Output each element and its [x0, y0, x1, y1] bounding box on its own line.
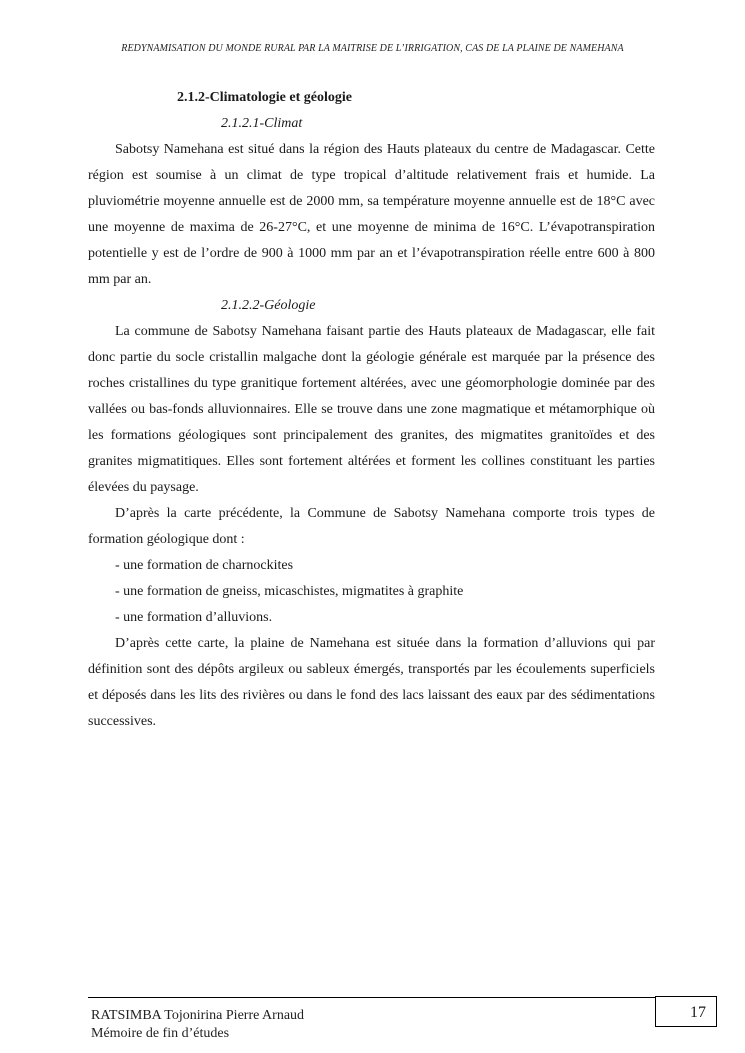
footer-author-block: [91, 1007, 304, 1043]
list-item: - une formation d’alluvions.: [115, 610, 273, 625]
subsection-heading-climat: 2.1.2.1-Climat: [221, 116, 303, 131]
section-heading: 2.1.2-Climatologie et géologie: [177, 90, 352, 105]
footer-divider: [88, 997, 656, 998]
footer-document-type: Mémoire de fin d’études: [91, 1026, 230, 1041]
paragraph-climat: Sabotsy Namehana est situé dans la région des Hauts plateaux du centre de Madagascar. Cette région est soumise à un climat de type tropical d’altitude relativement frais et humide. La pluviométrie moyenne annuelle est de 2000 mm, sa température moyenne annuelle est de 18°C avec une moyenne de maxima de 26-27°C, et une moyenne de minima de 16°C. L’évapotranspiration potentielle y est de l’ordre de 900 à 1000 mm par an et l’évapotranspiration réelle entre 600 à 800 mm par an.: [88, 142, 655, 287]
paragraph-geologie-2: D’après la carte précédente, la Commune de Sabotsy Namehana comporte trois types de formation géologique dont :: [88, 506, 655, 547]
list-item: - une formation de gneiss, micaschistes, migmatites à graphite: [115, 584, 464, 599]
list-item: - une formation de charnockites: [115, 558, 294, 573]
page-number-box: 17: [655, 996, 717, 1027]
page-body: [88, 85, 655, 735]
footer-author-name: RATSIMBA Tojonirina Pierre Arnaud: [91, 1008, 305, 1023]
paragraph-geologie-3: D’après cette carte, la plaine de Namehana est située dans la formation d’alluvions qui par définition sont des dépôts argileux ou sableux émergés, transportés par les écoulements superficiels et déposés dans les lits des rivières ou dans le fond des lacs laissant des eaux par des sédimentations successives.: [88, 636, 655, 729]
subsection-heading-geologie: 2.1.2.2-Géologie: [221, 298, 316, 313]
running-header: REDYNAMISATION DU MONDE RURAL PAR LA MAITRISE DE L’IRRIGATION, CAS DE LA PLAINE DE NAMEHANA: [121, 43, 624, 54]
paragraph-geologie-1: La commune de Sabotsy Namehana faisant partie des Hauts plateaux de Madagascar, elle fait donc partie du socle cristallin malgache dont la géologie générale est marquée par la présence des roches cristallines du type granitique fortement altérées, avec une géomorphologie dominée par des vallées ou bas-fonds alluvionnaires. Elle se trouve dans une zone magmatique et métamorphique où les formations géologiques sont principalement des granites, des migmatites granitoïdes et des granites migmatitiques. Elles sont fortement altérées et forment les collines constituant les parties élevées du paysage.: [88, 324, 655, 495]
formation-list: [88, 553, 655, 631]
